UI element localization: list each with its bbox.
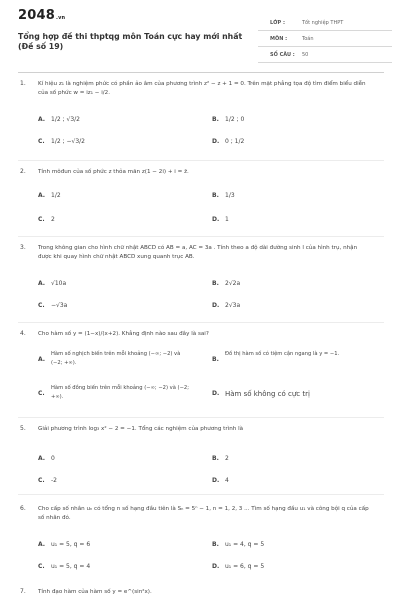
question-number: 7.	[20, 588, 26, 595]
option-label: C.	[38, 216, 45, 223]
option-label: A.	[38, 455, 46, 462]
option-value: 0	[51, 455, 55, 462]
question-number: 3.	[20, 244, 26, 251]
option-value: 1/3	[225, 192, 235, 199]
meta-row-class	[258, 18, 392, 31]
option-label: C.	[38, 138, 45, 145]
option-label: D.	[212, 477, 220, 484]
meta-row-count	[258, 50, 392, 63]
option-label: D.	[212, 216, 220, 223]
option-value: 1/2	[51, 192, 61, 199]
option-label: D.	[212, 390, 220, 397]
option-value: u₁ = 6, q = 5	[225, 563, 265, 570]
question-divider	[18, 494, 384, 495]
option-value: 1/2 ; −√3/2	[51, 138, 85, 145]
option-label: B.	[212, 192, 219, 199]
option-value: Hàm số không có cực trị	[225, 390, 310, 398]
option-label: C.	[38, 477, 45, 484]
meta-value: 50	[302, 52, 309, 58]
meta-value: Toán	[302, 36, 314, 42]
question-text: Kí hiệu z₁ là nghiệm phức có phần ảo âm của phương trình z² − z + 1 = 0. Trên mặt phẳng tọa độ tìm điểm biểu diễn của số phức w = iz₁ − i/2.	[38, 81, 366, 96]
logo-main: 2048	[18, 8, 55, 23]
question-text: Tính môđun của số phức z thỏa mãn z(1 − 2i) + i = z̄.	[38, 169, 189, 175]
option-label: C.	[38, 302, 45, 309]
option-value: 2	[225, 455, 229, 462]
question-number: 6.	[20, 505, 26, 512]
meta-row-subject	[258, 34, 392, 47]
option-label: B.	[212, 455, 219, 462]
site-logo[interactable]	[18, 8, 65, 23]
question-number: 1.	[20, 80, 26, 87]
option-value: 2√2a	[225, 280, 241, 287]
meta-key: MÔN :	[270, 36, 288, 42]
option-label: A.	[38, 356, 46, 363]
option-label: D.	[212, 302, 220, 309]
option-label: B.	[212, 280, 219, 287]
question-divider	[18, 417, 384, 418]
option-label: D.	[212, 563, 220, 570]
meta-value: Tốt nghiệp THPT	[302, 20, 344, 26]
option-label: B.	[212, 541, 219, 548]
option-value: Đồ thị hàm số có tiệm cận ngang là y = −1.	[225, 351, 340, 357]
header-divider	[18, 72, 384, 73]
option-value: 1	[225, 216, 229, 223]
option-label: A.	[38, 116, 46, 123]
question-divider	[18, 160, 384, 161]
option-value: u₁ = 5, q = 4	[51, 563, 91, 570]
option-value: 4	[225, 477, 229, 484]
question-number: 2.	[20, 168, 26, 175]
question-text: Giải phương trình log₃ x² − 2 = −1. Tổng các nghiệm của phương trình là	[38, 426, 244, 432]
option-value: 2√3a	[225, 302, 241, 309]
option-value: √10a	[51, 280, 67, 287]
option-value: u₁ = 5, q = 6	[51, 541, 91, 548]
option-label: B.	[212, 116, 219, 123]
option-value: 1/2 ; √3/2	[51, 116, 80, 123]
question-number: 5.	[20, 425, 26, 432]
option-value: u₁ = 4, q = 5	[225, 541, 265, 548]
option-label: A.	[38, 192, 46, 199]
option-label: C.	[38, 563, 45, 570]
option-label: A.	[38, 280, 46, 287]
question-text: Cho cấp số nhân uₙ có tổng n số hạng đầu tiên là Sₙ = 5ⁿ − 1, n = 1, 2, 3 ... Tìm số hạng đầu u₁ và công bội q của cấp số nhân đó.	[38, 506, 369, 521]
question-number: 4.	[20, 330, 26, 337]
page-title: Tổng hợp đề thi thptqg môn Toán cực hay mới nhất (Đề số 19)	[18, 32, 243, 51]
document-header	[18, 8, 384, 72]
question-divider	[18, 236, 384, 237]
option-value: −√3a	[51, 302, 68, 309]
question-text: Tính đạo hàm của hàm số y = e^(sin²x).	[38, 589, 152, 595]
option-value: 2	[51, 216, 55, 223]
question-text: Cho hàm số y = (1−x)/(x+2). Khẳng định nào sau đây là sai?	[38, 331, 209, 337]
option-value: 1/2 ; 0	[225, 116, 245, 123]
option-label: B.	[212, 356, 219, 363]
option-label: C.	[38, 390, 45, 397]
meta-key: SỐ CÂU :	[270, 52, 295, 58]
question-divider	[18, 322, 384, 323]
question-text: Trong không gian cho hình chữ nhật ABCD có AB = a, AC = 3a . Tính theo a độ dài đường sinh l của hình trụ, nhận được khi quay hình chữ nhật ABCD xung quanh trục AB.	[38, 245, 358, 260]
option-value: Hàm số nghịch biến trên mỗi khoảng (−∞; −2) và (−2; +∞).	[51, 351, 181, 366]
option-label: D.	[212, 138, 220, 145]
option-label: A.	[38, 541, 46, 548]
meta-key: LỚP :	[270, 20, 285, 26]
option-value: 0 ; 1/2	[225, 138, 245, 145]
option-value: -2	[51, 477, 57, 484]
option-value: Hàm số đồng biến trên mỗi khoảng (−∞; −2) và (−2; +∞).	[51, 385, 189, 400]
logo-suffix: .vn	[55, 15, 66, 21]
